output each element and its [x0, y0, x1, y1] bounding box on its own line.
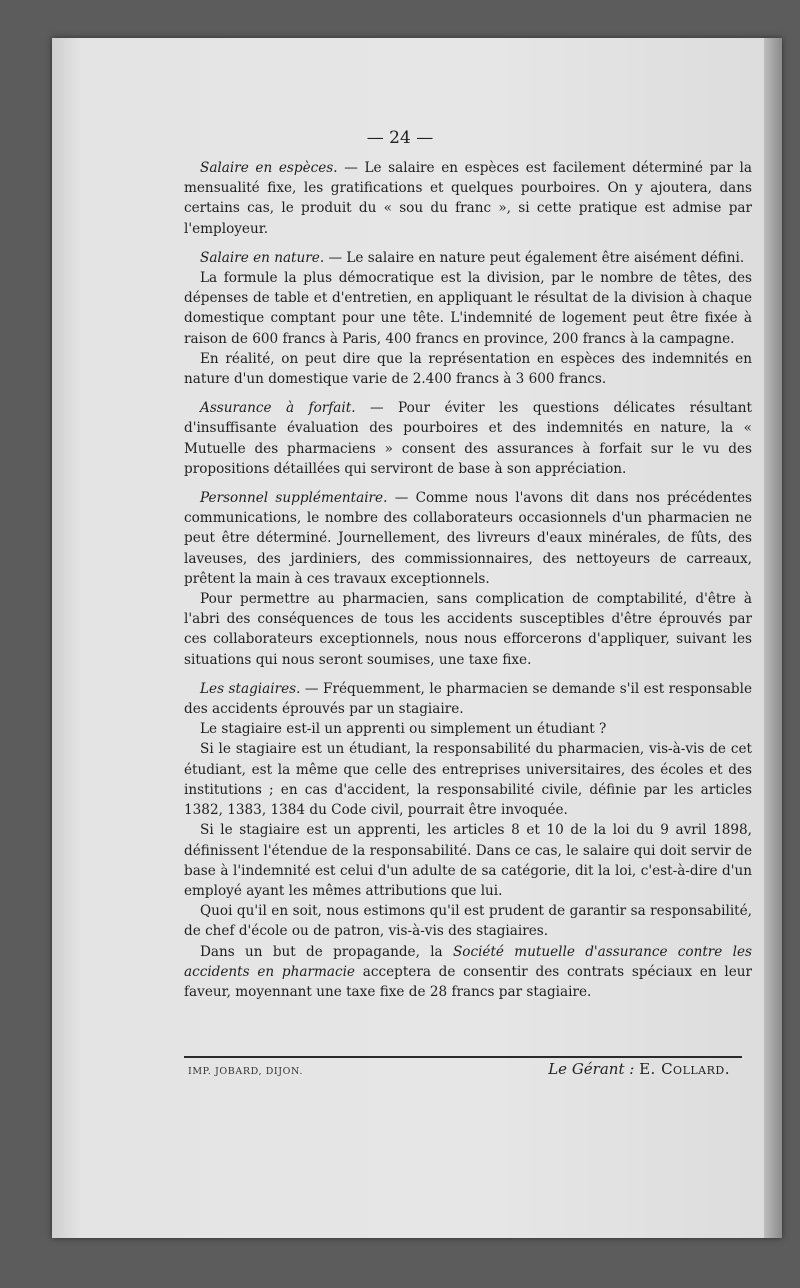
society-name: Société mutuelle d'assurance contre les accidents en pharmacie: [184, 943, 753, 980]
paragraph-text: acceptera de consentir des contrats spéciaux en leur faveur, moyennant une taxe fixe de 28 francs par stagiaire.: [184, 963, 752, 1000]
paragraph-text: — Le salaire en nature peut également être aisément défini.: [324, 249, 745, 266]
section-heading: Assurance à forfait.: [200, 400, 356, 417]
paragraph-text: — Fréquemment, le pharmacien se demande s'il est responsable des accidents éprouvés par un stagiaire.: [184, 680, 752, 718]
paragraph-salaire-nature: [184, 248, 752, 268]
paragraph: Si le stagiaire est un étudiant, la responsabilité du pharmacien, vis-à-vis de cet étudiant, est la même que celle des entreprises universitaires, des écoles et des institutions ; en cas d'accident, la responsabilité civile, définie par les articles 1382, 1383, 1384 du Code civil, pourrait être invoquée.: [184, 741, 752, 819]
section-heading: Salaire en nature.: [200, 249, 325, 266]
article-body: [184, 158, 753, 1002]
footer-rule: [184, 1056, 742, 1058]
gerant-label: Le Gérant :: [548, 1060, 635, 1078]
paragraph-text: — Le salaire en espèces est facilement déterminé par la mensualité fixe, les gratifications et quelques pourboires. On y ajoutera, dans certains cas, le produit du « sou du franc », si cette pratique est admise par l'employeur.: [184, 160, 752, 237]
paragraph-salaire-especes: [184, 158, 752, 239]
printer-imprint: IMP. JOBARD, DIJON.: [188, 1066, 303, 1077]
paragraph: En réalité, on peut dire que la représentation en espèces des indemnités en nature d'un domestique varie de 2.400 francs à 3 600 francs.: [184, 350, 752, 388]
paragraph: La formule la plus démocratique est la division, par le nombre de têtes, des dépenses de table et d'entretien, en appliquant le résultat de la division à chaque domestique comptant pour une tête. L'indemnité de logement peut être fixée à raison de 600 francs à Paris, 400 francs en province, 200 francs à la campagne.: [184, 270, 752, 347]
paragraph: Si le stagiaire est un apprenti, les articles 8 et 10 de la loi du 9 avril 1898, définissent l'étendue de la responsabilité. Dans ce cas, le salaire qui doit servir de base à l'indemnité est celui d'un adulte de sa catégorie, dit la loi, c'est-à-dire d'un employé ayant les mêmes attributions que lui.: [184, 822, 752, 899]
section-heading: Personnel supplémentaire.: [200, 490, 388, 507]
paragraph-text: Dans un but de propagande, la: [200, 943, 453, 960]
paragraph-stagiaires: [184, 679, 752, 719]
paragraph: Pour permettre au pharmacien, sans complication de comptabilité, d'être à l'abri des conséquences de tous les accidents susceptibles d'être éprouvés par ces collaborateurs exceptionnels, nous nous efforcerons d'appliquer, suivant les situations qui nous seront soumises, une taxe fixe.: [184, 591, 752, 668]
paragraph-text: — Comme nous l'avons dit dans nos précédentes communications, le nombre des collaborateurs occasionnels d'un pharmacien ne peut être déterminé. Journellement, des livreurs d'eaux minérales, de fûts, des laveuses, des jardiniers, des commissionnaires, des nettoyeurs de carreaux, prêtent la main à ces travaux exceptionnels.: [184, 490, 752, 587]
gerant-signature: [548, 1060, 730, 1078]
page-number: — 24 —: [366, 128, 434, 148]
section-heading: Les stagiaires.: [200, 680, 301, 697]
gerant-name: E. Collard.: [639, 1060, 730, 1078]
paragraph-personnel-supplementaire: [184, 488, 752, 589]
paragraph-text: — Pour éviter les questions délicates résultant d'insuffisante évaluation des pourboires et des indemnités en nature, la « Mutuelle des pharmaciens » consent des assurances à forfait sur le vu des propositions détaillées qui serviront de base à son appréciation.: [184, 400, 752, 477]
section-heading: Salaire en espèces.: [200, 160, 338, 176]
paragraph-propagande: [184, 942, 752, 1003]
paragraph: Quoi qu'il en soit, nous estimons qu'il est prudent de garantir sa responsabilité, de chef d'école ou de patron, vis-à-vis des stagiaires.: [184, 903, 752, 940]
paragraph-assurance-forfait: [184, 398, 752, 479]
paragraph: Le stagiaire est-il un apprenti ou simplement un étudiant ?: [200, 721, 607, 738]
page-edge-shadow: [764, 38, 782, 1238]
